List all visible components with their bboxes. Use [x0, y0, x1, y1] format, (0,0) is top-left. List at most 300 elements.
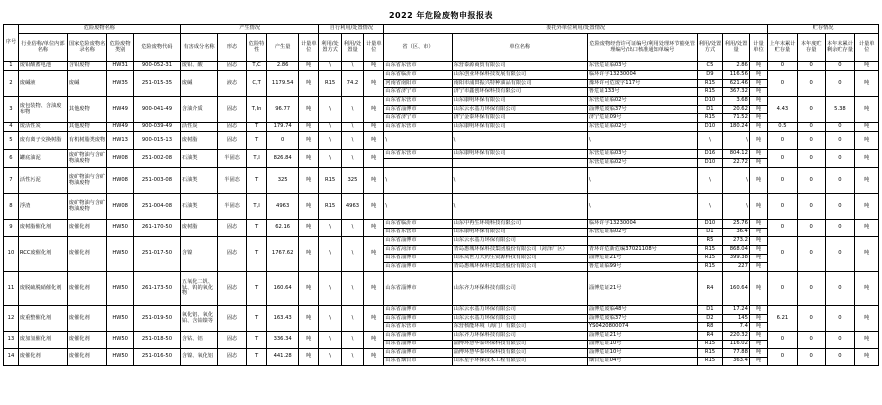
row-cum-store: 0 [825, 272, 855, 306]
row-code: 900-039-49 [133, 123, 180, 132]
row-store-unit: 吨 [855, 272, 879, 306]
row-out-province: 山东省东营市 [384, 228, 451, 237]
row-out-company: 山东云水基力环保有限公司 [453, 237, 516, 243]
row-out-unit: 吨 [755, 71, 762, 77]
row-hazard-char: T [246, 306, 266, 332]
row-out-license: 东营危证临02号 [588, 97, 627, 103]
row-code: 261-173-50 [133, 272, 180, 306]
row-industry-name: 罐底油泥 [18, 150, 67, 168]
row-category: HW50 [107, 349, 134, 366]
row-out-method: R8 [698, 322, 723, 331]
row-hazard-component: 废碱 [180, 71, 217, 97]
row-out-method: R15 [698, 79, 723, 88]
row-hazard-char: T,I [246, 194, 266, 220]
row-produce-amount: 1179.54 [267, 71, 299, 97]
row-out-company: 山东星宇环保技术工程有限公司 [453, 357, 587, 366]
row-out-amount: 367.32 [723, 87, 749, 96]
row-out-amount: 273.2 [733, 237, 748, 243]
row-out-unit-cell [749, 71, 767, 97]
row-out-company [453, 158, 587, 167]
row-out-license: 鲁危证133号 [588, 87, 697, 96]
row-out-method: R4 [706, 284, 714, 291]
row-produce-amount: 441.28 [267, 349, 299, 366]
row-out-unit: 吨 [755, 136, 762, 143]
row-out-province: 山东省东营市 [385, 97, 417, 103]
row-self-amount: \ [341, 123, 363, 132]
row-out-method-cell [697, 194, 723, 220]
row-out-amount: 220.32 [729, 332, 748, 338]
table-row [4, 97, 879, 123]
row-hazard-char: T [246, 168, 266, 194]
row-out-license: 淄博危废临48号 [588, 306, 627, 312]
row-industry-name: 浮渣 [18, 194, 67, 220]
row-out-license: 临环许字13230004 [588, 220, 637, 226]
row-industry-name: 废碱液 [18, 71, 67, 97]
row-out-company-cell [452, 71, 587, 97]
row-unit: 吨 [299, 220, 319, 237]
row-store-unit: 吨 [855, 132, 879, 150]
row-cum-store: 0 [825, 349, 855, 366]
row-hazard-component: 氧化铝、氧化铂、含铂镍等 [180, 306, 217, 332]
row-out-method-cell [697, 332, 723, 349]
row-produce-amount: 160.64 [267, 272, 299, 306]
row-out-method-cell [697, 62, 723, 71]
row-self-amount: \ [341, 220, 363, 237]
row-this-store: 0 [797, 332, 825, 349]
row-hazard-char: T [246, 332, 266, 349]
row-out-province-cell [384, 123, 452, 132]
row-out-unit: 吨 [750, 105, 767, 114]
row-out-method-cell [697, 97, 723, 123]
row-out-province-cell [384, 168, 452, 194]
header-out-method: 利用/处置方式 [697, 34, 723, 62]
row-out-method: \ [709, 136, 711, 143]
row-hazard-char: T,I [246, 150, 266, 168]
row-out-company: 山东康明环保有限公司 [453, 228, 587, 237]
row-out-company: \ [453, 136, 456, 143]
row-out-license: 东营危证临03号 [588, 62, 627, 69]
row-out-unit: 吨 [750, 113, 767, 122]
row-out-license-cell [587, 132, 697, 150]
header-group-store: 贮存情况 [768, 25, 879, 34]
row-out-amount: \ [746, 176, 748, 183]
row-produce-amount: 826.84 [267, 150, 299, 168]
row-out-unit-cell [749, 220, 767, 237]
report-title: 2022 年危险废物申报报表 [388, 11, 494, 20]
row-form: 固态 [218, 132, 247, 150]
row-national-name: 废催化剂 [67, 332, 106, 349]
row-out-amount: 160.64 [729, 284, 748, 291]
row-out-company-cell [452, 332, 587, 349]
row-store-unit: 吨 [855, 194, 879, 220]
row-form: 固态 [218, 272, 247, 306]
row-out-method: D1 [706, 306, 714, 312]
row-out-amount: 868.04 [723, 245, 749, 254]
row-out-unit: 吨 [755, 284, 762, 291]
table-row [4, 220, 879, 237]
row-store-unit: 吨 [855, 349, 879, 366]
row-out-company: 东营核能环境（海门）有限公司 [453, 322, 587, 331]
table-row [4, 272, 879, 306]
row-category: HW49 [107, 123, 134, 132]
row-out-province: 山东省淄博市 [384, 262, 451, 271]
row-out-province: 山东省淄博市 [385, 306, 417, 312]
row-store-unit: 吨 [855, 168, 879, 194]
row-out-amount-cell [723, 62, 750, 71]
row-out-province-cell [384, 62, 452, 71]
row-out-province: \ [385, 202, 388, 209]
row-out-province: 山东省淄博市 [384, 105, 451, 114]
row-out-license-cell [587, 123, 697, 132]
row-prev-store: 0 [768, 237, 798, 272]
row-category: HW50 [107, 220, 134, 237]
row-seq: 4 [4, 123, 19, 132]
row-seq: 11 [4, 272, 19, 306]
row-out-license-cell [587, 306, 697, 332]
row-out-license-cell [587, 150, 697, 168]
row-out-company: 山东康明环保有限公司 [453, 150, 506, 157]
row-out-license: 青环许危新危编37021108号 [588, 245, 697, 254]
row-prev-store: 0 [768, 272, 798, 306]
header-group-produce: 产生情况 [180, 25, 319, 34]
row-hazard-component: 含镍、氧化铝 [180, 349, 217, 366]
table-body [4, 62, 879, 366]
row-code: 251-003-08 [133, 168, 180, 194]
row-self-method: R15 [319, 194, 341, 220]
row-unit: 吨 [299, 62, 319, 71]
row-out-method: D10 [704, 97, 716, 103]
row-hazard-char: C,T [246, 71, 266, 97]
row-out-license: 东营危证临02号 [588, 123, 627, 130]
header-category: 危险废物类别 [107, 34, 134, 62]
row-self-method: \ [319, 237, 341, 272]
row-out-unit: 吨 [750, 262, 767, 271]
row-out-amount: 7.4 [723, 322, 749, 331]
row-produce-amount: 336.34 [267, 332, 299, 349]
header-hazard-component: 有害成分名称 [180, 34, 217, 62]
row-this-store: 0 [797, 97, 825, 123]
row-produce-amount: 179.74 [267, 123, 299, 132]
row-out-amount-cell [723, 71, 750, 97]
row-self-method: \ [319, 150, 341, 168]
row-out-unit: 吨 [750, 254, 767, 263]
row-out-company: 山东创业环保科技发展有限公司 [453, 71, 527, 77]
row-out-license: 东营危证临02号 [588, 158, 697, 167]
row-out-province: 山东省淄博市 [385, 237, 417, 243]
row-out-amount-cell [723, 237, 750, 272]
row-this-store: 0 [797, 150, 825, 168]
row-out-unit: 吨 [755, 176, 762, 183]
row-hazard-component: 含油介质 [180, 97, 217, 123]
header-produce-amount: 产生量 [267, 34, 299, 62]
row-out-province: 山东省淄博市 [385, 284, 417, 291]
row-produce-amount: 325 [267, 168, 299, 194]
row-unit: 吨 [299, 123, 319, 132]
header-group-waste: 危险废物名称 [18, 25, 180, 34]
row-cum-store: 0 [825, 220, 855, 237]
row-unit: 吨 [299, 132, 319, 150]
row-out-company-cell [452, 306, 587, 332]
row-out-amount: 25.76 [733, 220, 748, 226]
row-out-amount: 180.24 [729, 123, 748, 130]
row-self-method: \ [319, 332, 341, 349]
row-industry-name: RCC废催化剂 [18, 237, 67, 272]
row-out-province-cell [384, 237, 452, 272]
row-seq: 2 [4, 71, 19, 97]
row-category: HW35 [107, 71, 134, 97]
row-out-method: D1 [698, 105, 723, 114]
row-out-method: R15 [698, 357, 723, 366]
row-self-amount: \ [341, 306, 363, 332]
row-form: 半固态 [218, 194, 247, 220]
row-out-unit: 吨 [750, 357, 767, 366]
row-produce-amount: 96.77 [267, 97, 299, 123]
row-out-license: 淄博危证10号 [588, 349, 622, 355]
row-out-company-cell [452, 168, 587, 194]
row-prev-store: 0 [768, 349, 798, 366]
row-code: 251-016-50 [133, 349, 180, 366]
row-out-amount: 36.4 [723, 228, 749, 237]
row-out-province-cell [384, 349, 452, 366]
row-this-store: 0 [797, 168, 825, 194]
row-out-unit: 吨 [755, 150, 762, 157]
row-out-company: 青岛惠城环保科技集团股份有限公司 [453, 262, 587, 271]
header-self-method: 利用/处置方式 [319, 34, 341, 62]
row-industry-name: 废催化剂 [18, 349, 67, 366]
row-out-province-cell [384, 132, 452, 150]
row-out-license [588, 237, 697, 245]
header-group-self: 自行利用/处置情况 [319, 25, 384, 34]
row-store-unit: 吨 [855, 123, 879, 132]
row-store-unit: 吨 [855, 220, 879, 237]
row-category: HW08 [107, 194, 134, 220]
row-out-province: 山东省淄博市 [384, 254, 451, 263]
row-out-license: 济宁危证09号 [588, 113, 697, 122]
row-out-company: \ [453, 176, 456, 183]
row-cum-store: 0 [825, 71, 855, 97]
row-code: 251-019-50 [133, 306, 180, 332]
row-out-unit: 吨 [750, 322, 767, 331]
row-out-method: D1 [698, 228, 723, 237]
row-store-unit: 吨 [855, 150, 879, 168]
row-out-method-cell [697, 349, 723, 366]
row-out-amount: 145 [723, 314, 749, 323]
row-out-amount: 804.12 [729, 150, 748, 157]
row-self-amount: \ [341, 272, 363, 306]
row-self-amount: \ [341, 132, 363, 150]
row-self-method: R15 [319, 71, 341, 97]
row-out-license: 豫环许可危废字117号 [588, 79, 697, 88]
row-out-license: 东营危证临02号 [588, 228, 697, 237]
row-out-amount-cell [723, 123, 750, 132]
row-this-store: 0 [797, 349, 825, 366]
row-out-company-cell [452, 150, 587, 168]
row-self-unit: 吨 [364, 132, 384, 150]
row-out-method: \ [709, 176, 711, 183]
row-code: 251-002-08 [133, 150, 180, 168]
header-code: 危险废物代码 [133, 34, 180, 62]
row-cum-store: 0 [825, 237, 855, 272]
row-form: 固态 [218, 349, 247, 366]
row-form: 固态 [218, 97, 247, 123]
row-out-amount-cell [723, 306, 750, 332]
row-this-store: 0 [797, 123, 825, 132]
row-out-method: R15 [698, 254, 723, 263]
row-seq: 14 [4, 349, 19, 366]
row-out-amount: 363.4 [723, 357, 749, 366]
row-out-unit: 吨 [750, 228, 767, 237]
row-form: 固态 [218, 306, 247, 332]
row-hazard-component: 废铅、酸 [180, 62, 217, 71]
row-hazard-char: T [246, 132, 266, 150]
row-hazard-component: 含镍 [180, 237, 217, 272]
row-unit: 吨 [299, 150, 319, 168]
header-self-amount: 利用/处置量 [341, 34, 363, 62]
row-national-name: 废碱 [67, 71, 106, 97]
row-out-unit-cell [749, 306, 767, 332]
row-out-method: D10 [704, 220, 716, 226]
header-out-unit: 计量单位 [749, 34, 767, 62]
table-row [4, 71, 879, 97]
row-produce-amount: 163.43 [267, 306, 299, 332]
header-store-unit: 计量单位 [855, 34, 879, 62]
row-self-method: \ [319, 62, 341, 71]
row-out-province: 山东省菏泽市 [384, 245, 451, 254]
row-national-name: 含铅废物 [67, 62, 106, 71]
row-prev-store: 0 [768, 332, 798, 349]
row-self-amount: \ [341, 150, 363, 168]
row-prev-store: 6.21 [768, 306, 798, 332]
row-out-method: D16 [704, 150, 716, 157]
row-store-unit: 吨 [855, 237, 879, 272]
row-self-unit: 吨 [364, 194, 384, 220]
row-out-license: 淄博危证21号 [588, 284, 622, 291]
row-out-method: R15 [698, 245, 723, 254]
row-out-license: YS0420800074 [588, 322, 697, 331]
row-prev-store: 0 [768, 150, 798, 168]
row-out-license-cell [587, 71, 697, 97]
row-self-method: \ [319, 97, 341, 123]
row-out-unit-cell [749, 194, 767, 220]
row-out-province: 山东省东营市 [385, 150, 417, 157]
row-self-unit: 吨 [364, 272, 384, 306]
row-out-amount: 2.86 [736, 62, 748, 69]
row-self-unit: 吨 [364, 62, 384, 71]
header-province: 省（区、市） [384, 34, 452, 62]
header-self-unit: 计量单位 [364, 34, 384, 62]
row-prev-store: 0 [768, 62, 798, 71]
row-out-province: 山东省临沂市 [385, 71, 417, 77]
row-out-unit: 吨 [750, 158, 767, 167]
row-cum-store: 5.38 [825, 97, 855, 123]
row-out-method: R15 [698, 262, 723, 271]
row-out-amount: 20.62 [723, 105, 749, 114]
header-cum-store: 本年末累计剩余贮存量 [825, 34, 855, 62]
row-national-name: 废矿物油与含矿物油废物 [67, 194, 106, 220]
row-out-company: 山东云水基力环保有限公司 [453, 105, 587, 114]
row-out-unit-cell [749, 97, 767, 123]
row-hazard-component: 活性炭 [180, 123, 217, 132]
row-out-license: 淄博危废临37号 [588, 105, 697, 114]
row-out-province-cell [384, 306, 452, 332]
row-out-method-cell [697, 220, 723, 237]
row-out-amount-cell [723, 194, 750, 220]
row-out-method: R4 [706, 332, 714, 338]
row-out-company: 山东康明环保有限公司 [453, 123, 506, 130]
row-out-method-cell [697, 123, 723, 132]
row-out-unit: 吨 [750, 245, 767, 254]
row-self-unit: 吨 [364, 168, 384, 194]
row-out-license-cell [587, 194, 697, 220]
row-hazard-char: T [246, 237, 266, 272]
row-self-unit: 吨 [364, 332, 384, 349]
header-license: 危险废物经营许可证编号/利用处理环节豁免管理编号/出口核准通知单编号 [587, 34, 697, 62]
row-national-name: 其他废物 [67, 123, 106, 132]
row-store-unit: 吨 [855, 306, 879, 332]
row-cum-store: 0 [825, 306, 855, 332]
row-out-method: C5 [706, 62, 714, 69]
row-produce-amount: 62.16 [267, 220, 299, 237]
row-self-amount: 325 [341, 168, 363, 194]
row-out-province: 山东省临沂市 [385, 220, 417, 226]
row-this-store: 0 [797, 237, 825, 272]
row-out-method-cell [697, 132, 723, 150]
row-self-amount: \ [341, 332, 363, 349]
row-out-company: 济宁金泰环保有限公司 [453, 113, 587, 122]
row-code: 251-017-50 [133, 237, 180, 272]
row-code: 251-018-50 [133, 332, 180, 349]
row-out-license-cell [587, 220, 697, 237]
row-out-company-cell [452, 97, 587, 123]
table-row [4, 306, 879, 332]
row-category: HW13 [107, 132, 134, 150]
header-industry-name: 行业俗称/单位内部名称 [18, 34, 67, 62]
row-out-company: 山东云水基力环保有限公司 [453, 314, 587, 323]
row-out-license: 鲁危证临99号 [588, 262, 697, 271]
row-seq: 6 [4, 150, 19, 168]
table-row [4, 132, 879, 150]
row-category: HW31 [107, 62, 134, 71]
row-out-license: \ [588, 136, 591, 143]
row-self-unit: 吨 [364, 306, 384, 332]
row-out-license: 淄博危废临37号 [588, 314, 697, 323]
row-hazard-char: T [246, 123, 266, 132]
row-national-name: 废催化剂 [67, 349, 106, 366]
header-unit: 计量单位 [299, 34, 319, 62]
row-code: 900-052-31 [133, 62, 180, 71]
row-out-company: 山东云水基力环保有限公司 [453, 306, 516, 312]
row-out-company: 东营泰源商贸有限公司 [453, 62, 506, 69]
row-form: 液态 [218, 71, 247, 97]
row-hazard-component: 五氧化二钒、钛、钨的氧化物 [180, 272, 217, 306]
row-industry-name: 废活性炭 [18, 123, 67, 132]
row-seq: 3 [4, 97, 19, 123]
row-self-method: \ [319, 123, 341, 132]
row-self-method: \ [319, 132, 341, 150]
row-code: 251-015-35 [133, 71, 180, 97]
row-out-province-cell [384, 97, 452, 123]
header-seq: 序号 [4, 25, 19, 62]
row-out-amount: 399.38 [723, 254, 749, 263]
row-self-unit: 吨 [364, 237, 384, 272]
row-out-unit: 吨 [755, 202, 762, 209]
row-this-store: 0 [797, 272, 825, 306]
row-unit: 吨 [299, 349, 319, 366]
row-hazard-component: 石油类 [180, 194, 217, 220]
header-prev-store: 上年末累计贮存量 [768, 34, 798, 62]
row-out-license: 烟台危证04号 [588, 357, 697, 366]
row-out-unit: 吨 [750, 314, 767, 323]
